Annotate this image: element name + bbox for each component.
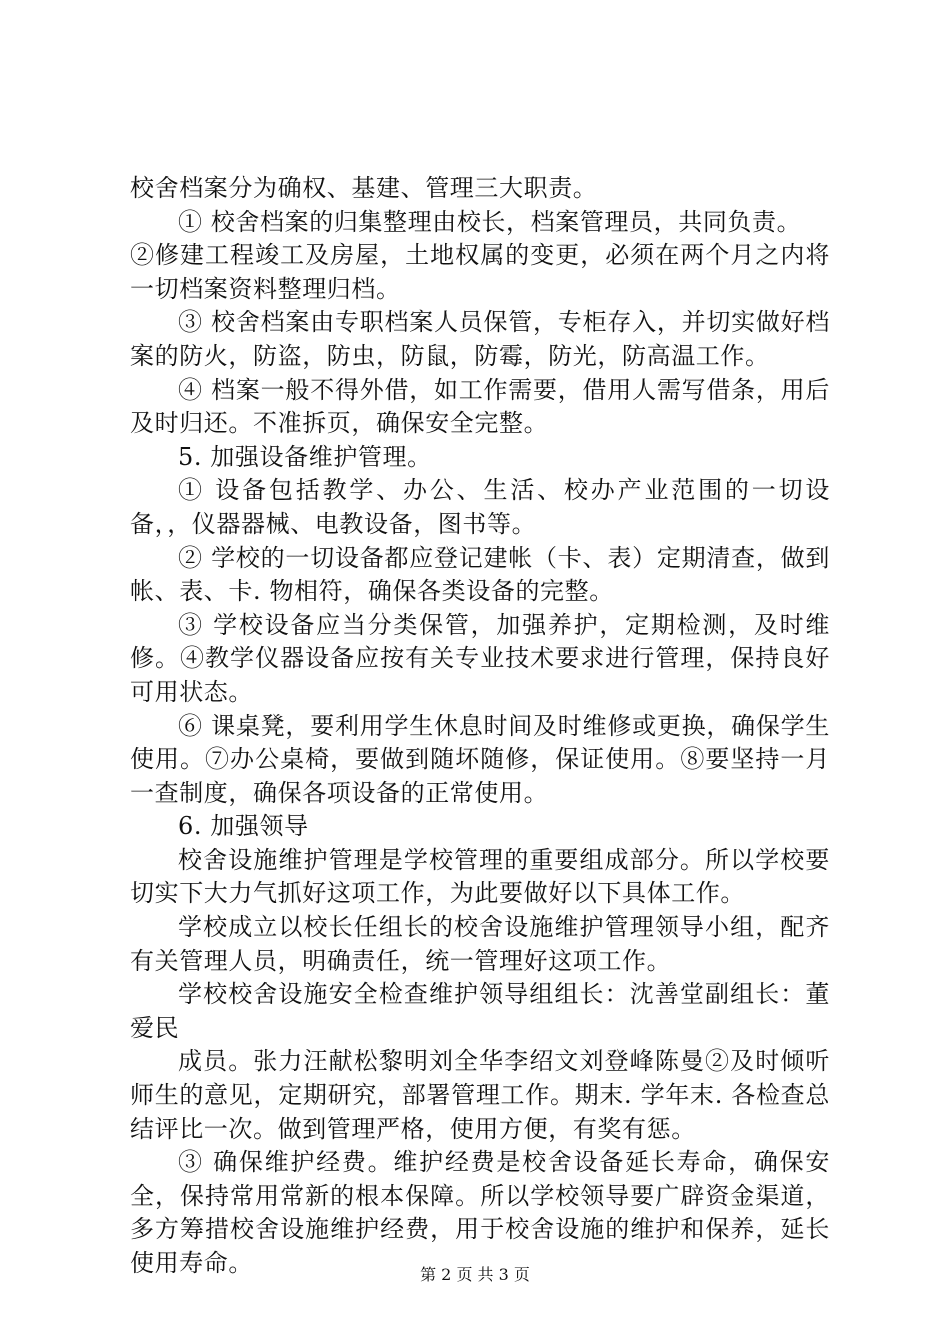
paragraph: ② 学校的一切设备都应登记建帐（卡、表）定期清查，做到帐、表、卡. 物相符，确保各类设备的完整。 [130,543,830,606]
paragraph: ④ 档案一般不得外借，如工作需要，借用人需写借条，用后及时归还。不准拆页，确保安全完整。 [130,375,830,438]
document-body [130,172,830,1281]
page-footer: 第 2 页 共 3 页 [420,1265,530,1284]
paragraph: 学校成立以校长任组长的校舍设施维护管理领导小组，配齐有关管理人员，明确责任，统一管理好这项工作。 [130,913,830,975]
section-heading: 6. 加强领导 [178,812,309,841]
paragraph: 校舍设施维护管理是学校管理的重要组成部分。所以学校要切实下大力气抓好这项工作，为此要做好以下具体工作。 [130,845,830,908]
paragraph: ⑥ 课桌凳，要利用学生休息时间及时维修或更换，确保学生使用。⑦办公桌椅，要做到随坏随修，保证使用。⑧要坚持一月一查制度，确保各项设备的正常使用。 [130,711,830,807]
paragraph: 校舍档案分为确权、基建、管理三大职责。 [130,174,598,202]
section-heading: 5. 加强设备维护管理。 [178,442,432,471]
paragraph: 学校校舍设施安全检查维护领导组组长：沈善堂副组长：董爱民 [130,980,830,1042]
paragraph: 成员。张力汪献松黎明刘全华李绍文刘登峰陈曼②及时倾听师生的意见，定期研究，部署管理工作。期末. 学年末. 各检查总结评比一次。做到管理严格，使用方便，有奖有惩。 [130,1047,830,1143]
paragraph: ① 设备包括教学、办公、生活、校办产业范围的一切设备，，仪器器械、电教设备，图书等。 [130,476,830,538]
paragraph: ③ 校舍档案由专职档案人员保管，专柜存入，并切实做好档案的防火，防盗，防虫，防鼠，防霉，防光，防高温工作。 [130,308,830,370]
paragraph: ① 校舍档案的归集整理由校长，档案管理员，共同负责。 [178,207,802,236]
paragraph: ③ 学校设备应当分类保管，加强养护，定期检测，及时维修。④教学仪器设备应按有关专业技术要求进行管理，保持良好可用状态。 [130,610,830,706]
paragraph: ②修建工程竣工及房屋，土地权属的变更，必须在两个月之内将一切档案资料整理归档。 [130,241,830,303]
paragraph: ③ 确保维护经费。维护经费是校舍设备延长寿命，确保安全，保持常用常新的根本保障。所以学校领导要广辟资金渠道，多方筹措校舍设施维护经费，用于校舍设施的维护和保养，延长使用寿命。 [130,1148,830,1277]
